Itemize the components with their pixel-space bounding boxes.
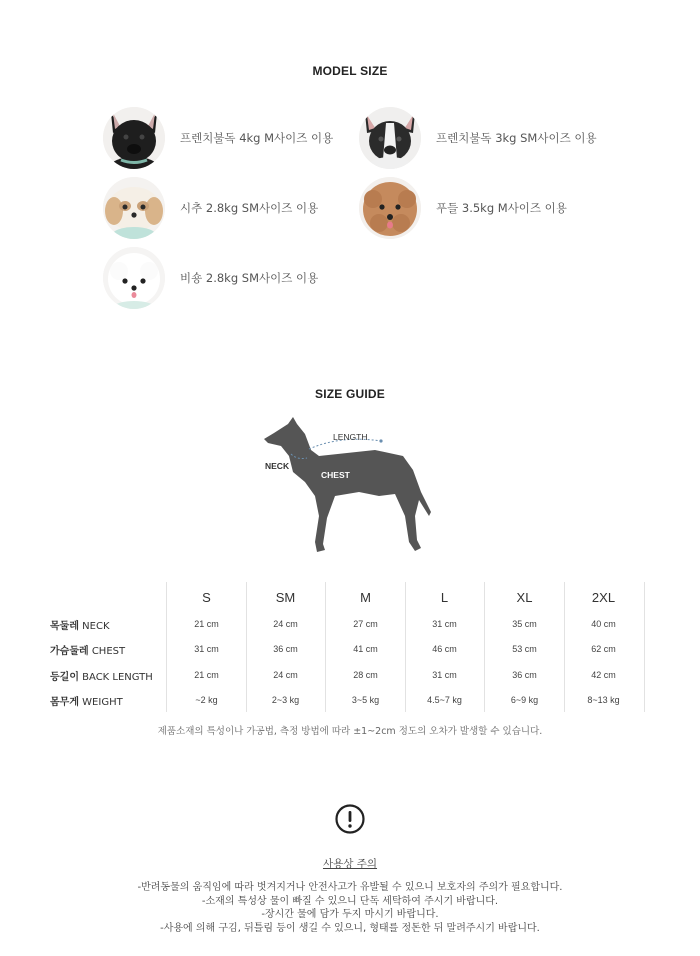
- table-cell: 46 cm: [432, 644, 457, 654]
- table-cell: 35 cm: [512, 619, 537, 629]
- table-cell: 24 cm: [273, 670, 298, 680]
- table-cell: 21 cm: [194, 670, 219, 680]
- table-cell: 42 cm: [591, 670, 616, 680]
- model-item: [103, 247, 318, 309]
- row-label: 목둘레 NECK: [50, 621, 110, 632]
- table-cell: 3~5 kg: [351, 695, 380, 705]
- table-cell: 4.5~7 kg: [427, 695, 462, 705]
- table-cell: 8~13 kg: [587, 695, 620, 705]
- row-label: 등길이 BACK LENGTH: [50, 672, 153, 683]
- table-cell: 41 cm: [353, 644, 378, 654]
- model-label: 비숑 2.8kg SM사이즈 이용: [180, 271, 319, 285]
- exclamation-circle-icon: [334, 803, 366, 839]
- caution-line: -장시간 물에 담가 두지 마시기 바랍니다.: [261, 909, 439, 920]
- size-table: [50, 582, 646, 712]
- table-cell: 24 cm: [273, 619, 298, 629]
- poodle-photo: [359, 177, 421, 239]
- model-size-title: MODEL SIZE: [312, 64, 388, 78]
- table-cell: 31 cm: [432, 670, 457, 680]
- table-cell: 31 cm: [194, 644, 219, 654]
- model-item: [103, 177, 318, 239]
- caution-line: -사용에 의해 구김, 뒤틀림 등이 생길 수 있으니, 형태를 정돈한 뒤 말려주시기 바랍니다.: [160, 922, 540, 934]
- size-header: SM: [275, 590, 296, 605]
- row-label: 가슴둘레 CHEST: [50, 646, 126, 657]
- model-item: [359, 177, 567, 239]
- neck-label: NECK: [265, 461, 290, 471]
- measurement-note: 제품소재의 특성이나 가공법, 측정 방법에 따라 ±1~2cm 정도의 오차가 발생할 수 있습니다.: [157, 726, 543, 737]
- size-header: XL: [516, 590, 533, 605]
- shih-tzu-photo: [103, 177, 165, 239]
- model-label: 시추 2.8kg SM사이즈 이용: [180, 201, 319, 215]
- table-cell: 40 cm: [591, 619, 616, 629]
- caution-line: -반려동물의 움직임에 따라 벗겨지거나 안전사고가 유발될 수 있으니 보호자의 주의가 필요합니다.: [137, 882, 563, 893]
- table-cell: 36 cm: [273, 644, 298, 654]
- chest-label: CHEST: [321, 470, 350, 480]
- size-header: S: [202, 590, 211, 605]
- row-label: 몸무게 WEIGHT: [50, 697, 123, 708]
- table-cell: 27 cm: [353, 619, 378, 629]
- model-label: 프렌치불독 3kg SM사이즈 이용: [436, 131, 597, 145]
- size-header: M: [360, 590, 371, 605]
- table-cell: 28 cm: [353, 670, 378, 680]
- table-cell: 31 cm: [432, 619, 457, 629]
- size-header: L: [440, 590, 449, 605]
- table-cell: 36 cm: [512, 670, 537, 680]
- model-item: [103, 107, 333, 169]
- table-cell: 2~3 kg: [271, 695, 300, 705]
- model-label: 프렌치불독 4kg M사이즈 이용: [180, 131, 334, 145]
- size-guide-title: SIZE GUIDE: [314, 387, 385, 401]
- caution-list: [0, 881, 700, 935]
- model-item: [359, 107, 597, 169]
- dog-measurement-diagram: [255, 412, 445, 561]
- table-cell: 53 cm: [512, 644, 537, 654]
- table-cell: 62 cm: [591, 644, 616, 654]
- black-french-bulldog-photo: [103, 107, 165, 169]
- caution-line: -소재의 특성상 물이 빠질 수 있으니 단독 세탁하여 주시기 바랍니다.: [201, 895, 499, 907]
- table-cell: 6~9 kg: [510, 695, 539, 705]
- length-label: LENGTH: [333, 432, 368, 442]
- table-cell: ~2 kg: [195, 695, 218, 705]
- caution-title: 사용상 주의: [322, 858, 378, 870]
- model-label: 푸들 3.5kg M사이즈 이용: [436, 201, 567, 215]
- bichon-photo: [103, 247, 165, 309]
- table-cell: 21 cm: [194, 619, 219, 629]
- size-header: 2XL: [591, 590, 616, 605]
- pied-french-bulldog-photo: [359, 107, 421, 169]
